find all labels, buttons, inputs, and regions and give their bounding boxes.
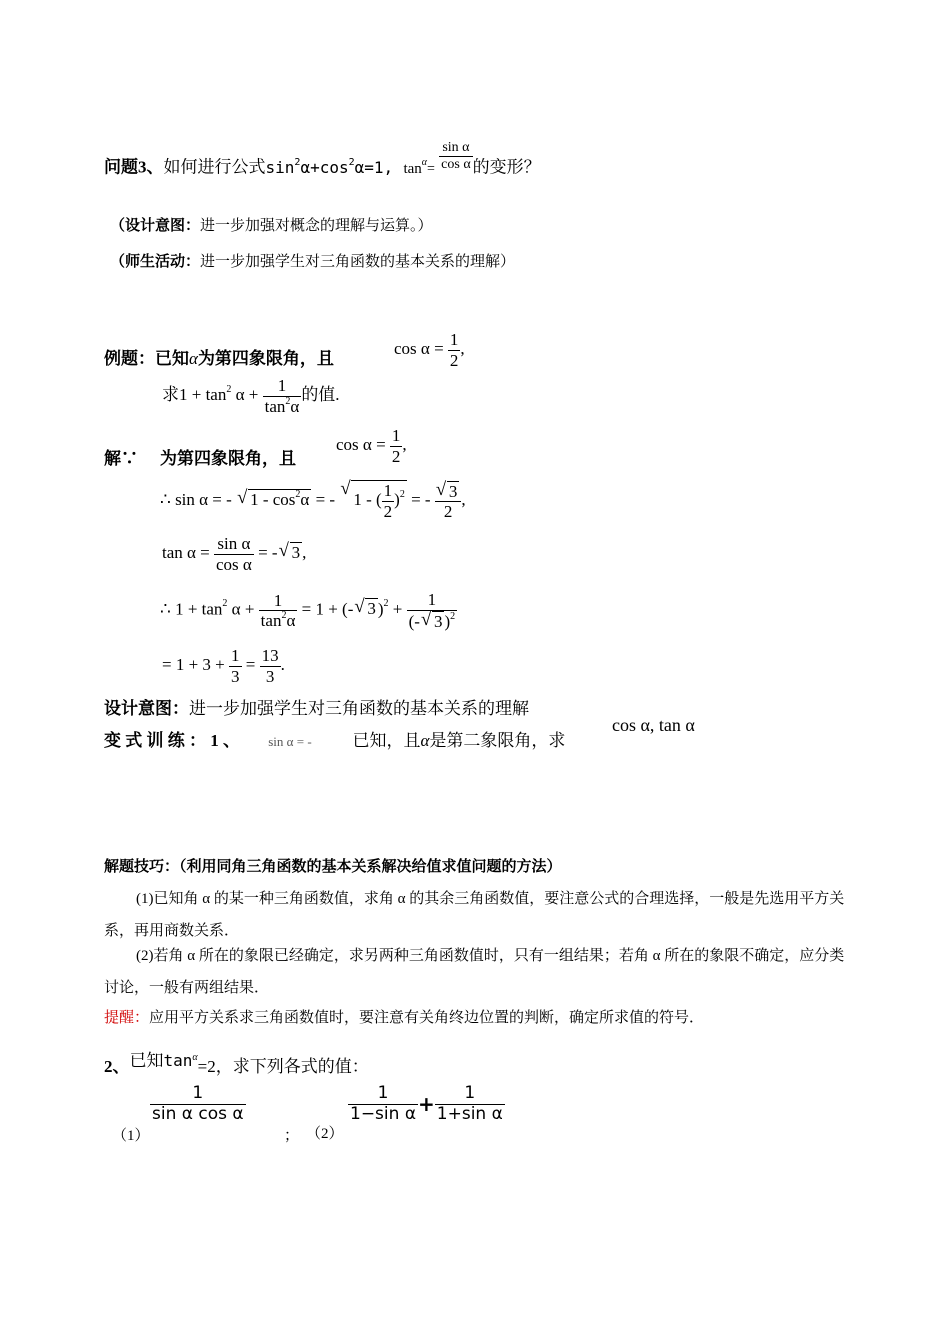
tips-remind: 提醒：应用平方关系求三角函数值时，要注意有关角终边位置的判断，确定所求值的符号． <box>104 1010 705 1026</box>
variant-sin-value: sin α = - <box>268 734 312 750</box>
solution-cos-value: cos α = $\frac{1}{2}$ , <box>336 426 407 466</box>
solution-heading: 解∵ 为第四象限角，且 <box>104 449 296 468</box>
variant-exercise: 变 式 训 练 ： 1 、 sin α = - 已知，且α是第二象限角，求 <box>104 731 566 750</box>
teacher-student-activity: （师生活动：进一步加强学生对三角函数的基本关系的理解） <box>110 254 516 270</box>
solution-line-sin: ∴ sin α = - √ $1 - \cos^2\alpha$ = - √ 1 - ( $\frac{1}{2}$ )$^2$ = - √ $\frac{3}{2}$ , <box>160 480 466 522</box>
question-2: 2、已知$\tan^\alpha=2$，求下列各式的值： <box>104 1051 369 1076</box>
tips-paragraph-1: (1)已知角 α 的某一种三角函数值，求角 α 的其余三角函数值，要注意公式的合理选择，一般是先选用平方关系，再用商数关系． <box>104 891 845 939</box>
solution-line-result: = 1 + 3 + $\frac{1}{3}$ = $\frac{13}{3}$ . <box>162 646 285 686</box>
tips-title: 解题技巧：（利用同角三角函数的基本关系解决给值求值问题的方法） <box>104 859 562 875</box>
question-3-label: 问题3、 <box>104 157 164 177</box>
question-2-part-2-label: （2） <box>306 1126 344 1142</box>
question-2-separator: ； <box>284 1128 300 1144</box>
design-intent-1: （设计意图：进一步加强对概念的理解与运算。） <box>110 218 433 234</box>
question-2-part-1-fraction: $\frac{1}{\text{sin α cos α}}$ <box>152 1083 244 1124</box>
example-statement: 例题：已知α为第四象限角，且 <box>104 349 334 368</box>
example-cos-value: cos α = $\frac{1}{2}$ , <box>394 330 465 370</box>
question-2-part-1-label: （1） <box>112 1128 150 1144</box>
question-3: 问题3、如何进行公式$\sin^2\alpha+\cos^2\alpha=1$, $\tan^\alpha=$ $\frac{\text{sin α}}{\text{cos α}}$ 的变形？ <box>104 140 541 177</box>
tan-definition-fraction: $\frac{\text{sin α}}{\text{cos α}}$ <box>441 140 471 173</box>
solution-line-tan: tan α = $\frac{\text{sin α}}{\text{cos α}}$ = -√ 3 , <box>162 534 306 574</box>
question-2-part-2-expression: $\frac{1}{\text{1−sin α}}$ + $\frac{1}{\text{1+sin α}}$ <box>350 1083 503 1124</box>
question-3-text: 如何进行公式 <box>163 157 266 177</box>
tips-paragraph-2: (2)若角 α 所在的象限已经确定，求另两种三角函数值时，只有一组结果；若角 α 所在的象限不确定，应分类讨论，一般有两组结果． <box>104 948 845 996</box>
variant-target: cos α, tan α <box>612 715 695 735</box>
solution-line-sum: ∴ $1 + \tan^2 \alpha$ + $\frac{1}{\tan^2\alpha}$ = 1 + (-√ 3 )$^2$ + $\frac{1}{(-√ 3 )^2}$ <box>160 590 457 631</box>
example-question: 求$1 + \tan^2 \alpha$ + $\frac{1}{\tan^2\alpha}$ 的值. <box>162 376 340 416</box>
design-intent-2: 设计意图：进一步加强学生对三角函数的基本关系的理解 <box>104 699 529 718</box>
